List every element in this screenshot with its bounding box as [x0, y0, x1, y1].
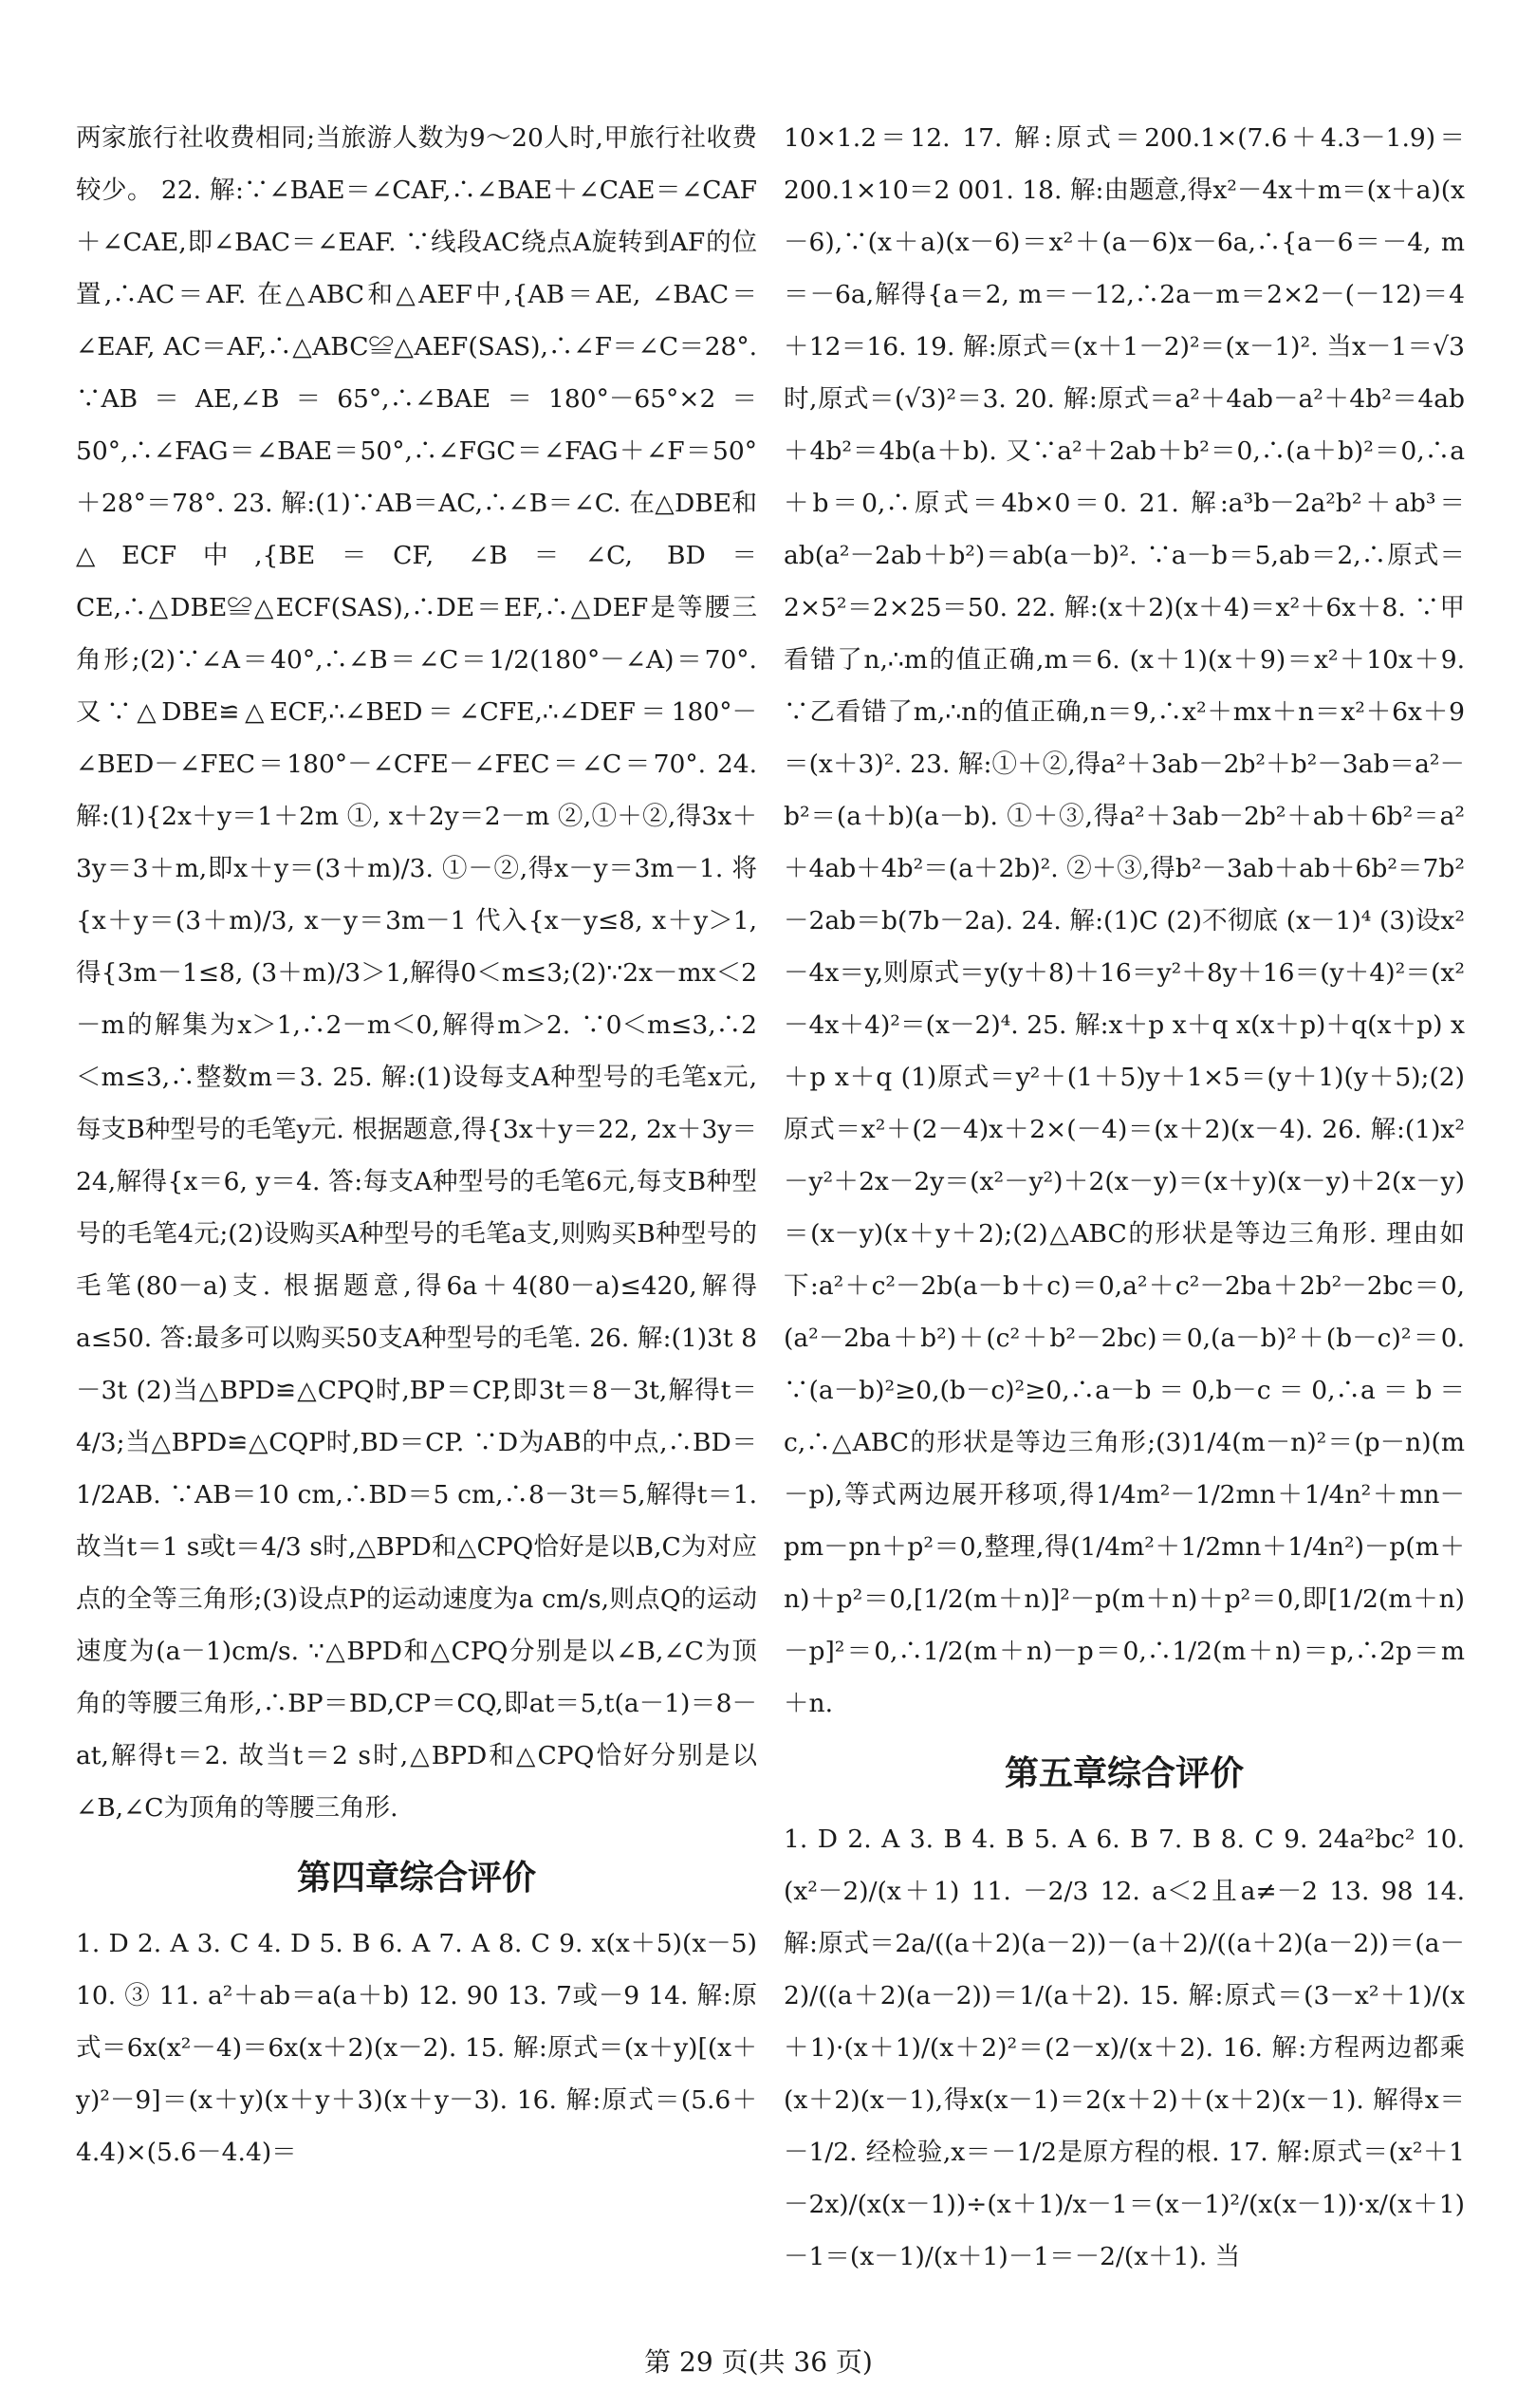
left-column [76, 112, 757, 2178]
left-paragraph-1: 两家旅行社收费相同;当旅游人数为9～20人时,甲旅行社收费较少。 22. 解:∵∠BAE＝∠CAF,∴∠BAE＋∠CAE＝∠CAF＋∠CAE,即∠BAC＝∠EAF. ∵线段AC绕点A旋转到AF的位置,∴AC＝AF. 在△ABC和△AEF中,{AB＝AE, ∠BAC＝∠EAF, AC＝AF,∴△ABC≌△AEF(SAS),∴∠F＝∠C＝28°. ∵AB＝AE,∠B＝65°,∴∠BAE＝180°－65°×2＝50°,∴∠FAG＝∠BAE＝50°,∴∠FGC＝∠FAG＋∠F＝50°＋28°＝78°. 23. 解:(1)∵AB＝AC,∴∠B＝∠C. 在△DBE和△ECF中,{BE＝CF, ∠B＝∠C, BD＝CE,∴△DBE≌△ECF(SAS),∴DE＝EF,∴△DEF是等腰三角形;(2)∵∠A＝40°,∴∠B＝∠C＝1/2(180°－∠A)＝70°. 又∵△DBE≌△ECF,∴∠BED＝∠CFE,∴∠DEF＝180°－∠BED－∠FEC＝180°－∠CFE－∠FEC＝∠C＝70°. 24. 解:(1){2x＋y＝1＋2m ①, x＋2y＝2－m ②,①＋②,得3x＋3y＝3＋m,即x＋y＝(3＋m)/3. ①－②,得x－y＝3m－1. 将{x＋y＝(3＋m)/3, x－y＝3m－1 代入{x－y≤8, x＋y＞1,得{3m－1≤8, (3＋m)/3＞1,解得0＜m≤3;(2)∵2x－mx＜2－m的解集为x＞1,∴2－m＜0,解得m＞2. ∵0＜m≤3,∴2＜m≤3,∴整数m＝3. 25. 解:(1)设每支A种型号的毛笔x元,每支B种型号的毛笔y元. 根据题意,得{3x＋y＝22, 2x＋3y＝24,解得{x＝6, y＝4. 答:每支A种型号的毛笔6元,每支B种型号的毛笔4元;(2)设购买A种型号的毛笔a支,则购买B种型号的毛笔(80－a)支. 根据题意,得6a＋4(80－a)≤420,解得a≤50. 答:最多可以购买50支A种型号的毛笔. 26. 解:(1)3t 8－3t (2)当△BPD≌△CPQ时,BP＝CP,即3t＝8－3t,解得t＝4/3;当△BPD≌△CQP时,BD＝CP. ∵D为AB的中点,∴BD＝1/2AB. ∵AB＝10 cm,∴BD＝5 cm,∴8－3t＝5,解得t＝1. 故当t＝1 s或t＝4/3 s时,△BPD和△CPQ恰好是以B,C为对应点的全等三角形;(3)设点P的运动速度为a cm/s,则点Q的运动速度为(a－1)cm/s. ∵△BPD和△CPQ分别是以∠B,∠C为顶角的等腰三角形,∴BP＝BD,CP＝CQ,即at＝5,t(a－1)＝8－at,解得t＝2. 故当t＝2 s时,△BPD和△CPQ恰好分别是以∠B,∠C为顶角的等腰三角形. [76, 123, 757, 1823]
right-paragraph-2: 1. D 2. A 3. B 4. B 5. A 6. B 7. B 8. C 9. 24a²bc² 10. (x²－2)/(x＋1) 11. －2/3 12. a＜2且a≠－2 13. 98 14. 解:原式＝2a/((a＋2)(a－2))－(a＋2)/((a＋2)(a－2))＝(a－2)/((a＋2)(a－2))＝1/(a＋2). 15. 解:原式＝(3－x²＋1)/(x＋1)·(x＋1)/(x＋2)²＝(2－x)/(x＋2). 16. 解:方程两边都乘(x＋2)(x－1),得x(x－1)＝2(x＋2)＋(x＋2)(x－1). 解得x＝－1/2. 经检验,x＝－1/2是原方程的根. 17. 解:原式＝(x²＋1－2x)/(x(x－1))÷(x＋1)/x－1＝(x－1)²/(x(x－1))·x/(x＋1)－1＝(x－1)/(x＋1)－1＝－2/(x＋1). 当 [784, 1825, 1465, 2271]
right-column [784, 112, 1465, 2283]
right-paragraph-1: 10×1.2＝12. 17. 解:原式＝200.1×(7.6＋4.3－1.9)＝200.1×10＝2 001. 18. 解:由题意,得x²－4x＋m＝(x＋a)(x－6),∵(x＋a)(x－6)＝x²＋(a－6)x－6a,∴{a－6＝－4, m＝－6a,解得{a＝2, m＝－12,∴2a－m＝2×2－(－12)＝4＋12＝16. 19. 解:原式＝(x＋1－2)²＝(x－1)². 当x－1＝√3时,原式＝(√3)²＝3. 20. 解:原式＝a²＋4ab－a²＋4b²＝4ab＋4b²＝4b(a＋b). 又∵a²＋2ab＋b²＝0,∴(a＋b)²＝0,∴a＋b＝0,∴原式＝4b×0＝0. 21. 解:a³b－2a²b²＋ab³＝ab(a²－2ab＋b²)＝ab(a－b)². ∵a－b＝5,ab＝2,∴原式＝2×5²＝2×25＝50. 22. 解:(x＋2)(x＋4)＝x²＋6x＋8. ∵甲看错了n,∴m的值正确,m＝6. (x＋1)(x＋9)＝x²＋10x＋9. ∵乙看错了m,∴n的值正确,n＝9,∴x²＋mx＋n＝x²＋6x＋9＝(x＋3)². 23. 解:①＋②,得a²＋3ab－2b²＋b²－3ab＝a²－b²＝(a＋b)(a－b). ①＋③,得a²＋3ab－2b²＋ab＋6b²＝a²＋4ab＋4b²＝(a＋2b)². ②＋③,得b²－3ab＋ab＋6b²＝7b²－2ab＝b(7b－2a). 24. 解:(1)C (2)不彻底 (x－1)⁴ (3)设x²－4x＝y,则原式＝y(y＋8)＋16＝y²＋8y＋16＝(y＋4)²＝(x²－4x＋4)²＝(x－2)⁴. 25. 解:x＋p x＋q x(x＋p)＋q(x＋p) x＋p x＋q (1)原式＝y²＋(1＋5)y＋1×5＝(y＋1)(y＋5);(2)原式＝x²＋(2－4)x＋2×(－4)＝(x＋2)(x－4). 26. 解:(1)x²－y²＋2x－2y＝(x²－y²)＋2(x－y)＝(x＋y)(x－y)＋2(x－y)＝(x－y)(x＋y＋2);(2)△ABC的形状是等边三角形. 理由如下:a²＋c²－2b(a－b＋c)＝0,a²＋c²－2ba＋2b²－2bc＝0,(a²－2ba＋b²)＋(c²＋b²－2bc)＝0,(a－b)²＋(b－c)²＝0. ∵(a－b)²≥0,(b－c)²≥0,∴a－b＝0,b－c＝0,∴a＝b＝c,∴△ABC的形状是等边三角形;(3)1/4(m－n)²＝(p－n)(m－p),等式两边展开移项,得1/4m²－1/2mn＋1/4n²＋mn－pm－pn＋p²＝0,整理,得(1/4m²＋1/2mn＋1/4n²)－p(m＋n)＋p²＝0,[1/2(m＋n)]²－p(m＋n)＋p²＝0,即[1/2(m＋n)－p]²＝0,∴1/2(m＋n)－p＝0,∴1/2(m＋n)＝p,∴2p＝m＋n. [784, 123, 1465, 1718]
chapter-4-heading: 第四章综合评价 [296, 1859, 536, 1898]
page-number-footer: 第 29 页(共 36 页) [644, 2346, 873, 2378]
left-paragraph-2: 1. D 2. A 3. C 4. D 5. B 6. A 7. A 8. C 9. x(x＋5)(x－5) 10. ③ 11. a²＋ab＝a(a＋b) 12. 90 13. 7或－9 14. 解:原式＝6x(x²－4)＝6x(x＋2)(x－2). 15. 解:原式＝(x＋y)[(x＋y)²－9]＝(x＋y)(x＋y＋3)(x＋y－3). 16. 解:原式＝(5.6＋4.4)×(5.6－4.4)＝ [76, 1929, 757, 2167]
chapter-5-heading: 第五章综合评价 [1004, 1754, 1244, 1793]
